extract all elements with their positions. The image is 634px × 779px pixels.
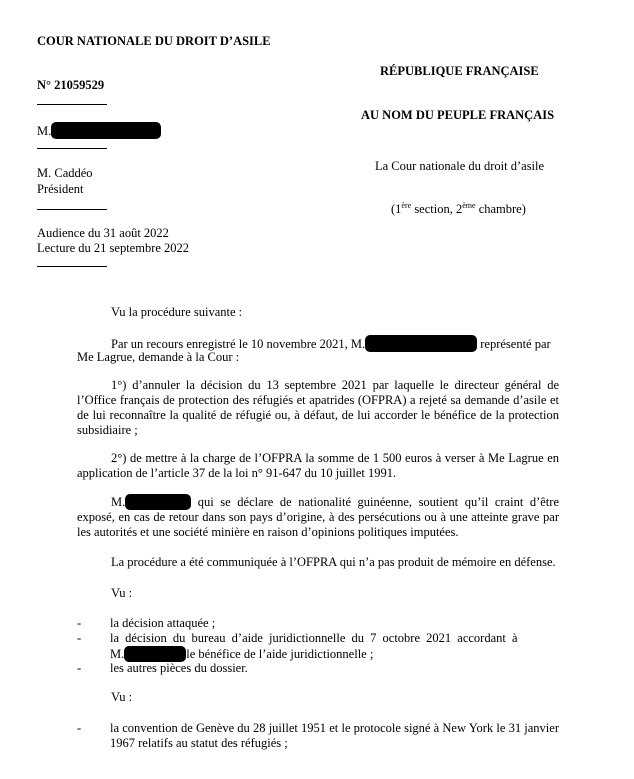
redaction-block	[365, 335, 477, 352]
list-item: les autres pièces du dossier.	[110, 661, 248, 675]
recours-line-2: Me Lagrue, demande à la Cour :	[77, 350, 240, 364]
request-1: 1°) d’annuler la décision du 13 septembre 2021 par laquelle le directeur général de l’Office français de protection des réfugiés et apatrides (OFPRA) a rejeté sa demande d’asile et de lui reconnaître la qualité de réfugié ou, à défaut, de lui accorder le bénéfice de la protection subsidiaire ;	[77, 378, 559, 437]
list-dash: -	[77, 616, 82, 630]
divider	[37, 148, 107, 149]
vu-heading: Vu :	[111, 586, 133, 600]
request-2: 2°) de mettre à la charge de l’OFPRA la somme de 1 500 euros à verser à Me Lagrue en application de l’article 37 de la loi n° 91-647 du 10 juillet 1991.	[77, 451, 559, 480]
divider	[37, 266, 107, 267]
people-heading: AU NOM DU PEUPLE FRANÇAIS	[361, 108, 555, 122]
list-item: la décision attaquée ;	[110, 616, 216, 630]
section-text: section, 2	[411, 202, 463, 216]
list-dash: -	[77, 721, 82, 735]
applicant-prefix: M.	[37, 124, 52, 138]
president-name: M. Caddéo	[37, 166, 93, 180]
vu-heading: Vu :	[111, 690, 133, 704]
list-text: le bénéfice de l’aide juridictionnelle ;	[186, 647, 374, 661]
divider	[37, 104, 107, 105]
divider	[37, 209, 107, 210]
list-item-continued	[110, 646, 373, 662]
section-text: (1	[391, 202, 402, 216]
communication-note: La procédure a été communiquée à l’OFPRA qui n’a pas produit de mémoire en défense.	[111, 555, 556, 569]
recours-text: Par un recours enregistré le 10 novembre 2021, M.	[111, 337, 366, 351]
president-title: Président	[37, 182, 84, 196]
procedure-intro: Vu la procédure suivante :	[111, 305, 243, 319]
case-number: N° 21059529	[37, 78, 105, 92]
recours-text: représenté par	[477, 337, 551, 351]
section-text: chambre)	[475, 202, 526, 216]
list-item: la décision du bureau d’aide juridictionnelle du 7 octobre 2021 accordant à	[110, 631, 518, 645]
redaction-block	[124, 646, 186, 662]
list-text: M.	[110, 647, 125, 661]
court-name: COUR NATIONALE DU DROIT D’ASILE	[37, 34, 271, 48]
hearing-date: Audience du 31 août 2022	[37, 226, 169, 240]
republic-heading: RÉPUBLIQUE FRANÇAISE	[380, 64, 539, 78]
list-dash: -	[77, 661, 82, 675]
court-line: La Cour nationale du droit d’asile	[375, 159, 545, 173]
section-sup: ère	[401, 200, 412, 210]
redaction-block	[51, 122, 161, 139]
list-dash: -	[77, 631, 82, 645]
claim-text: qui se déclare de nationalité guinéenne, soutient qu’il craint d’être exposé, en cas de retour dans son pays d’origine, à des persécutions ou à une atteinte grave par les autorités et une société minière en raison d’opinions politiques imputées.	[77, 495, 559, 539]
reading-date: Lecture du 21 septembre 2022	[37, 241, 190, 255]
applicant-claim	[77, 494, 559, 540]
applicant-line	[37, 122, 161, 139]
redaction-block	[125, 494, 191, 510]
list-item: la convention de Genève du 28 juillet 1951 et le protocole signé à New York le 31 janvier 1967 relatifs au statut des réfugiés ;	[110, 721, 559, 750]
section-chamber	[391, 202, 526, 217]
claim-text: M.	[111, 495, 126, 509]
chamber-sup: ème	[462, 200, 476, 210]
